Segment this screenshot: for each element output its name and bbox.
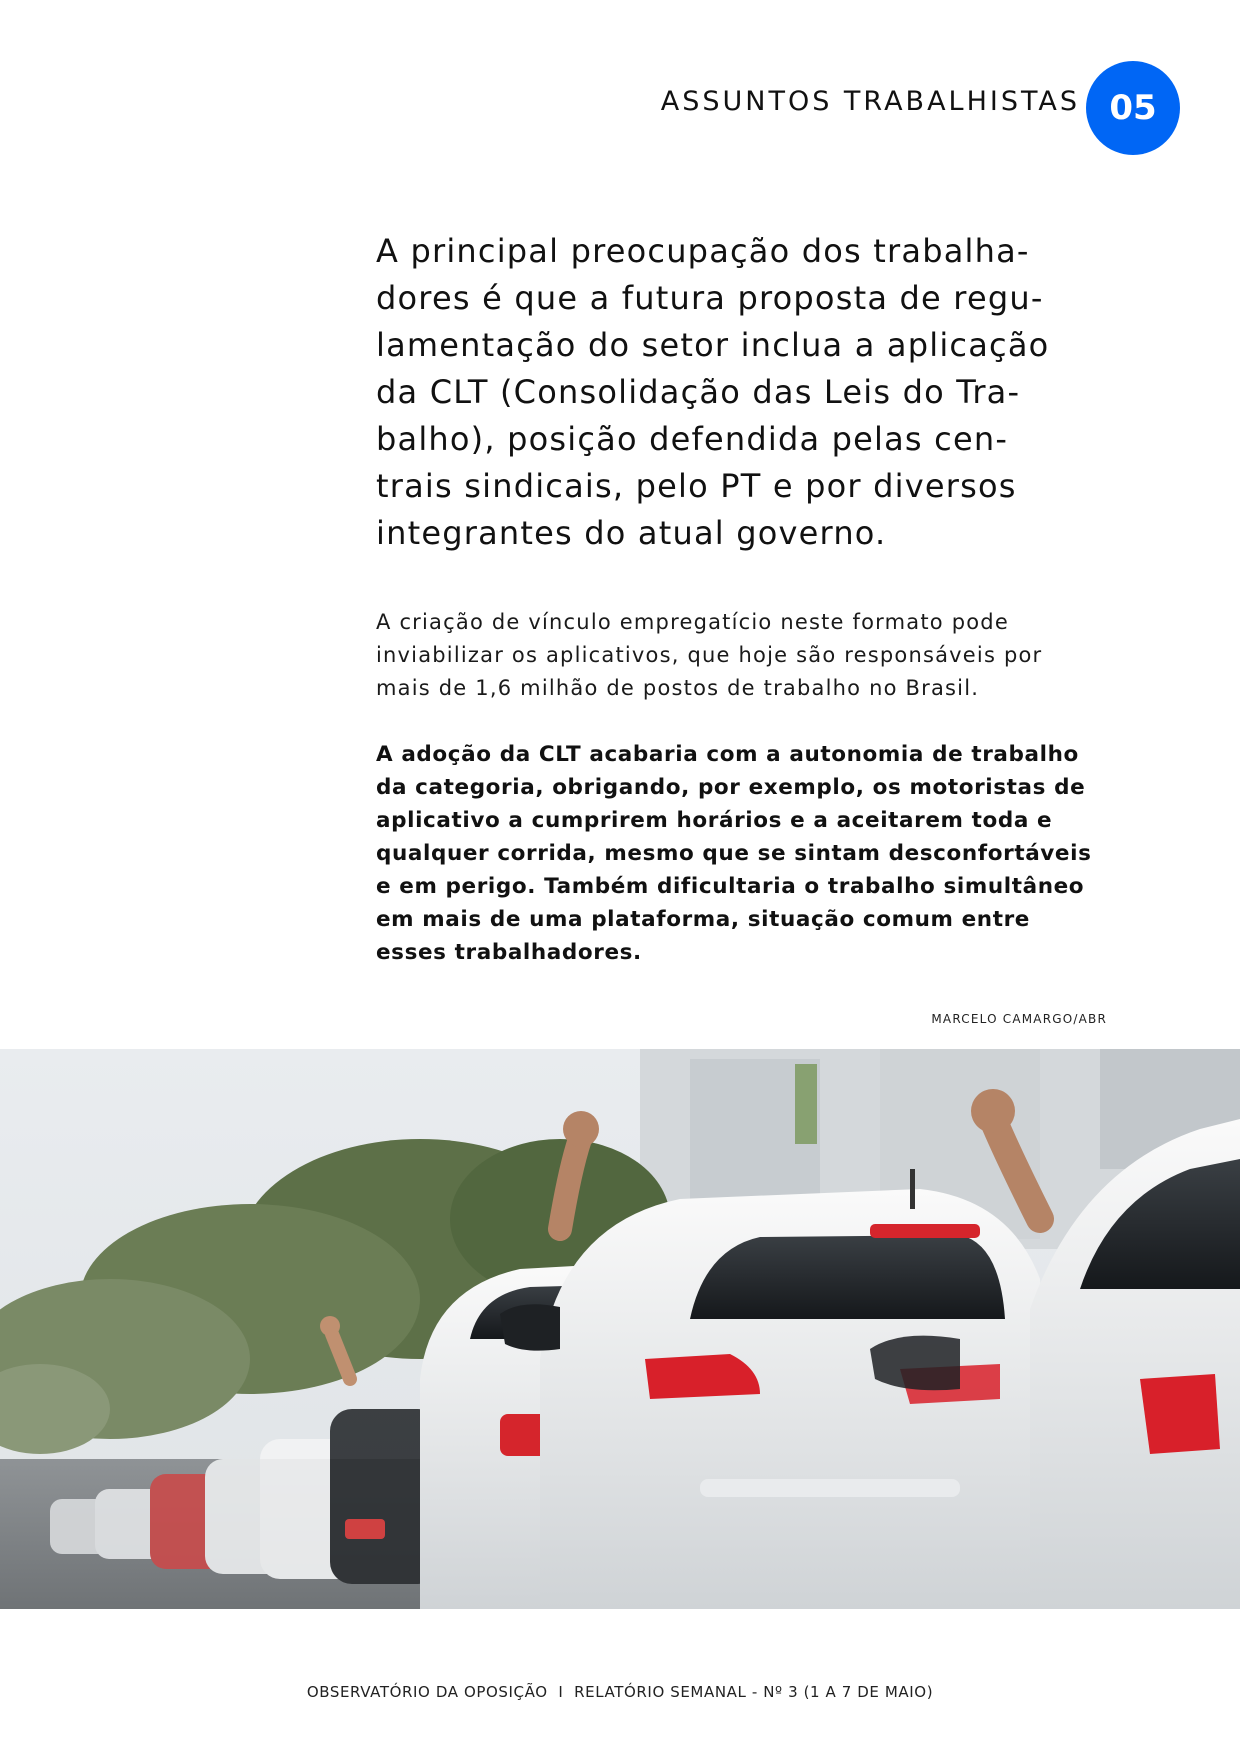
lead-line: lamentação do setor inclua a aplicação — [376, 326, 1050, 364]
bold-line: A adoção da CLT acabaria com a autonomia de trabalho — [376, 742, 1079, 767]
bold-line: da categoria, obrigando, por exemplo, os motoristas de — [376, 775, 1086, 800]
news-photo — [0, 1049, 1240, 1609]
page-footer — [0, 1683, 1240, 1701]
lead-line: balho), posição defendida pelas cen- — [376, 420, 1009, 458]
bold-line: e em perigo. Também dificultaria o trabalho simultâneo — [376, 874, 1085, 899]
bold-line: em mais de uma plataforma, situação comum entre — [376, 907, 1030, 932]
page-number-badge: 05 — [1086, 61, 1180, 155]
section-title: ASSUNTOS TRABALHISTAS — [660, 86, 1080, 117]
lead-line: dores é que a futura proposta de regu- — [376, 279, 1044, 317]
bold-line: aplicativo a cumprirem horários e a aceitarem toda e — [376, 808, 1053, 833]
paragraph-line: mais de 1,6 milhão de postos de trabalho no Brasil. — [376, 676, 980, 700]
paragraph-line: A criação de vínculo empregatício neste formato pode — [376, 610, 1009, 634]
bold-line: qualquer corrida, mesmo que se sintam desconfortáveis — [376, 841, 1092, 866]
bold-paragraph — [376, 738, 1116, 969]
lead-quote — [376, 228, 1116, 557]
paragraph-line: inviabilizar os aplicativos, que hoje são responsáveis por — [376, 643, 1043, 667]
cars-protest-illustration — [0, 1049, 1240, 1609]
lead-line: integrantes do atual governo. — [376, 514, 887, 552]
footer-text: OBSERVATÓRIO DA OPOSIÇÃO I RELATÓRIO SEMANAL - Nº 3 (1 A 7 DE MAIO) — [306, 1683, 934, 1701]
bold-line: esses trabalhadores. — [376, 940, 642, 965]
body-paragraph — [376, 606, 1116, 705]
lead-line: trais sindicais, pelo PT e por diversos — [376, 467, 1017, 505]
lead-line: da CLT (Consolidação das Leis do Tra- — [376, 373, 1021, 411]
photo-credit: MARCELO CAMARGO/ABR — [931, 1012, 1107, 1026]
lead-line: A principal preocupação dos trabalha- — [376, 232, 1030, 270]
